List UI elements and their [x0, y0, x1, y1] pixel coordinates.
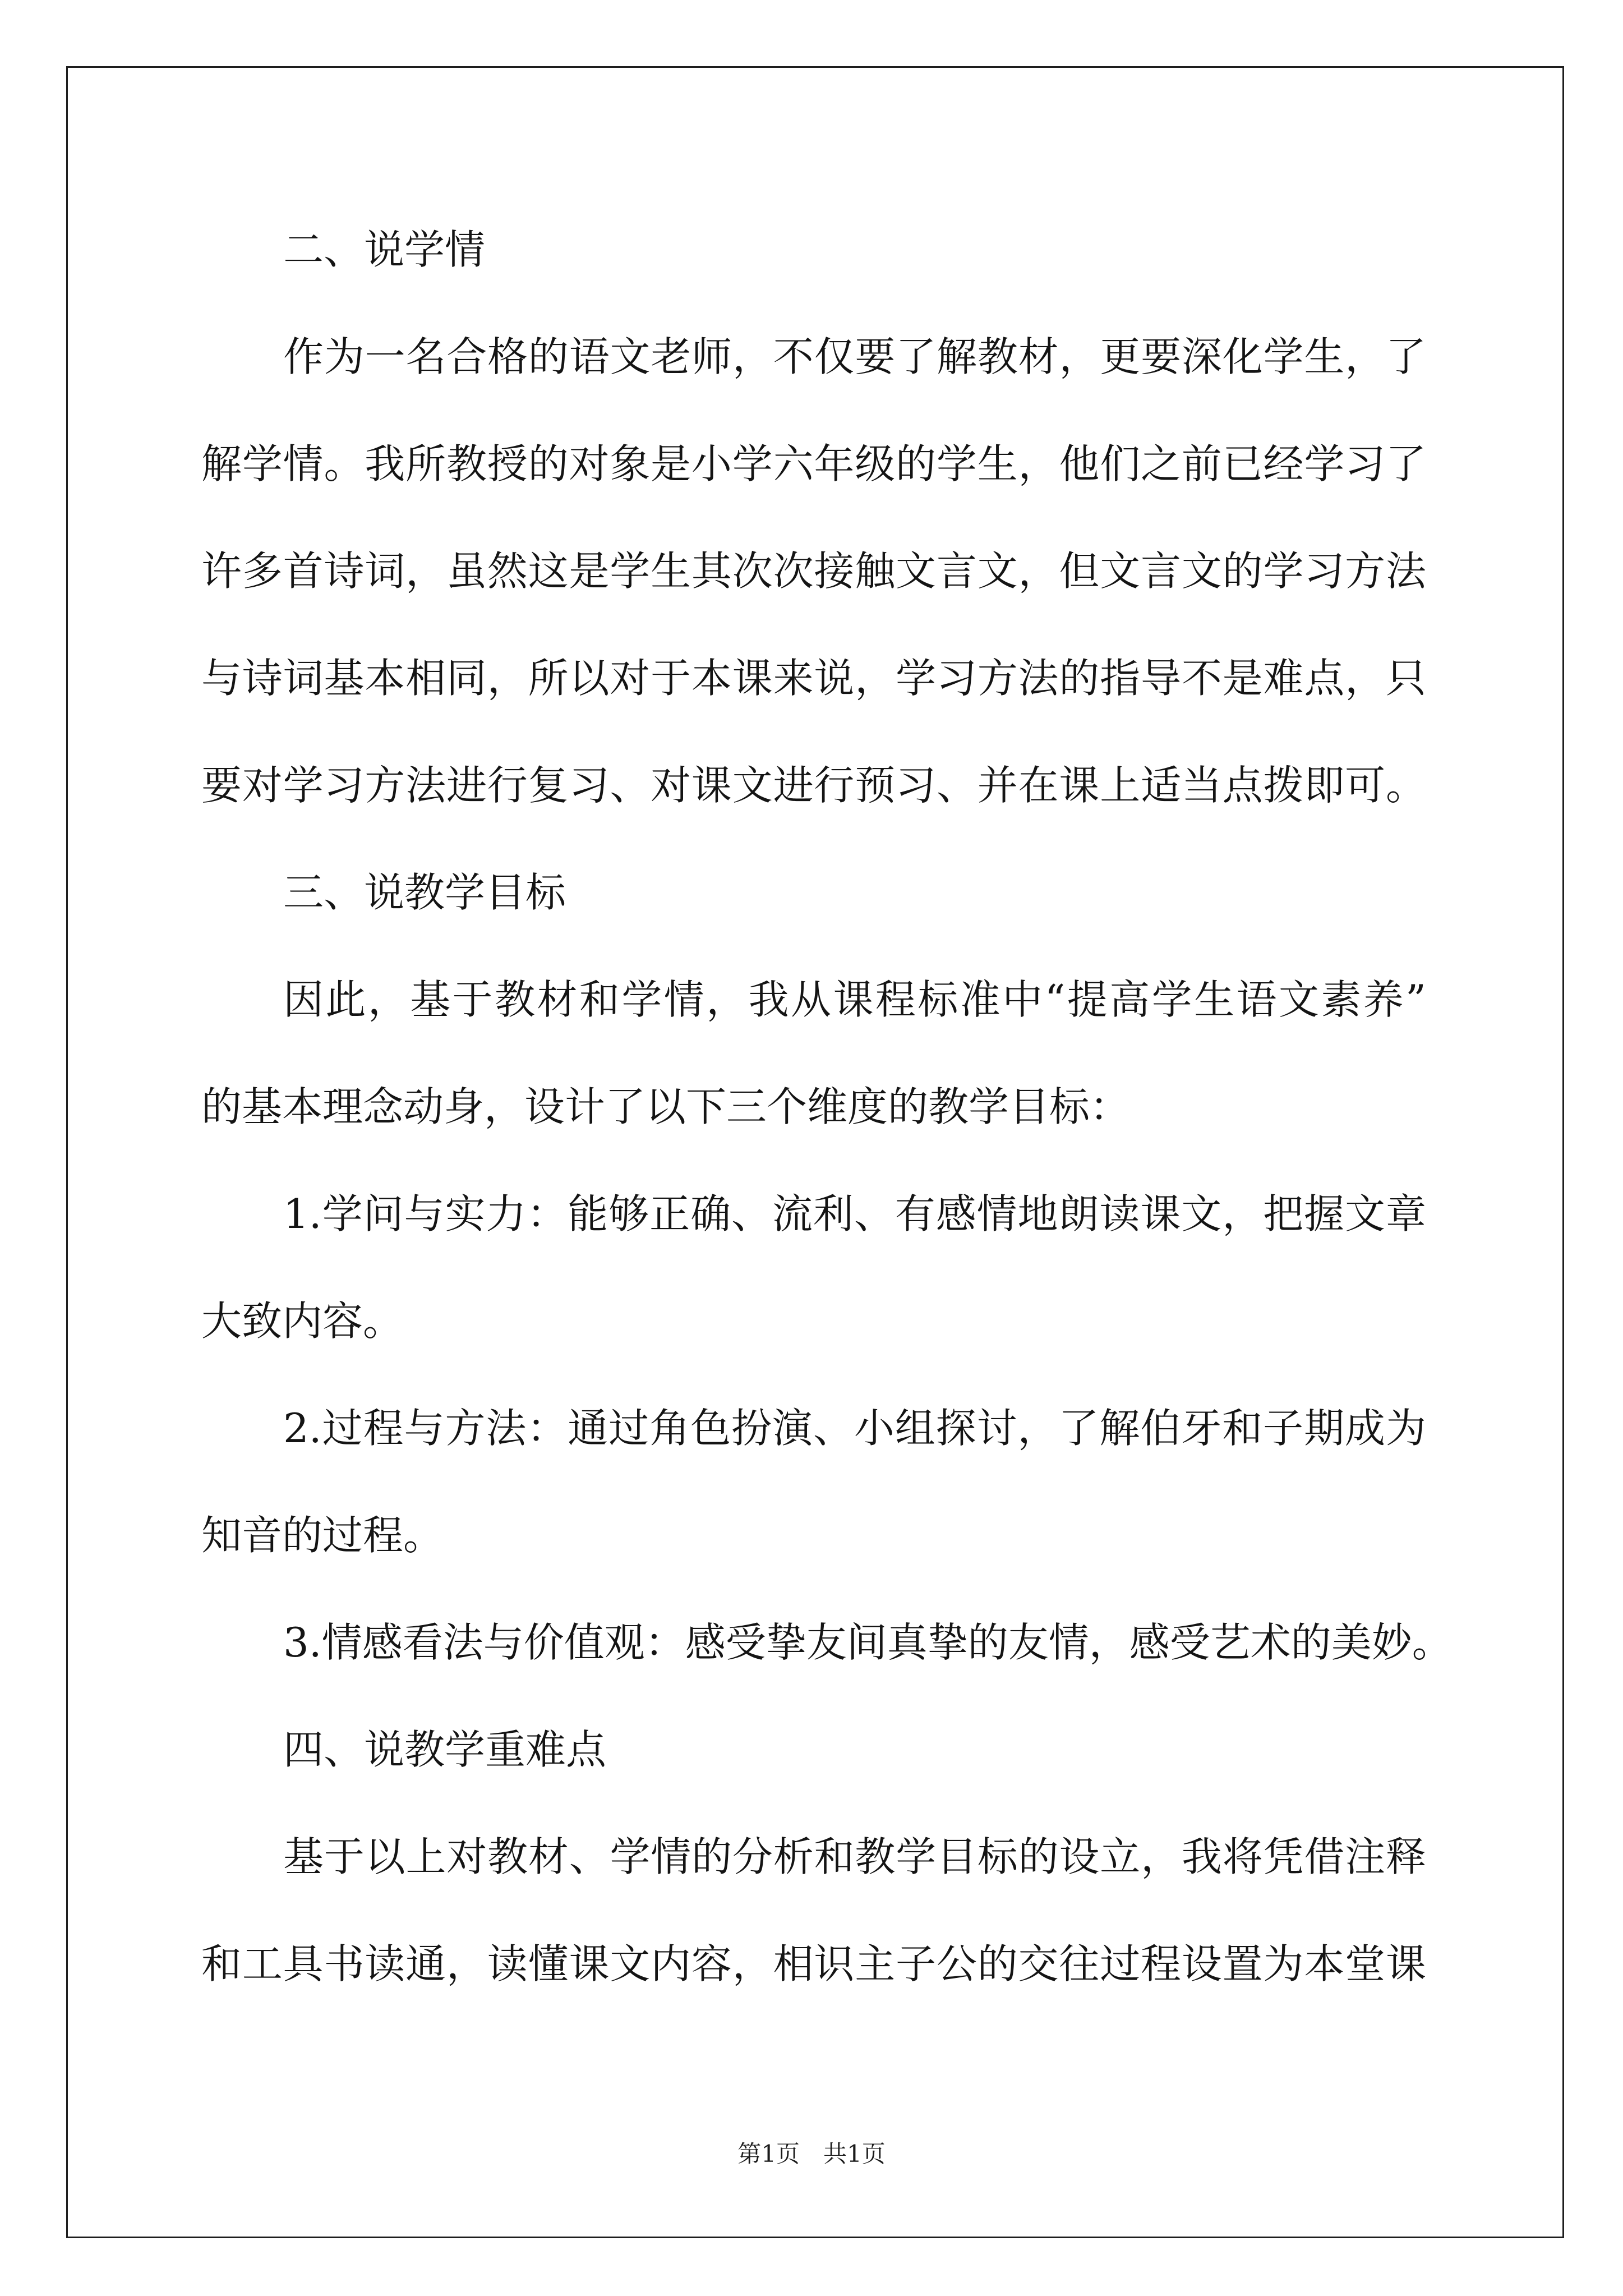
- heading-line: 二、说学情: [283, 226, 486, 273]
- text-line: 和工具书读通，读懂课文内容，相识主子公的交往过程设置为本堂课: [201, 1940, 1426, 1987]
- text-line: 许多首诗词，虽然这是学生其次次接触文言文，但文言文的学习方法: [201, 547, 1426, 595]
- paragraph: [201, 1161, 1426, 1375]
- page-number-footer: 第1页 共1页: [737, 2140, 886, 2168]
- paragraph: [201, 1375, 1426, 1589]
- text-line: 作为一名合格的语文老师，不仅要了解教材，更要深化学生，了: [283, 333, 1426, 380]
- paragraph: [201, 946, 1426, 1161]
- text-line: 与诗词基本相同，所以对于本课来说，学习方法的指导不是难点，只: [201, 655, 1426, 702]
- text-line: 要对学习方法进行复习、对课文进行预习、并在课上适当点拨即可。: [201, 762, 1426, 809]
- section-heading: [201, 839, 1426, 946]
- text-line: 1.学问与实力：能够正确、流利、有感情地朗读课文，把握文章: [283, 1190, 1426, 1237]
- text-line: 的基本理念动身，设计了以下三个维度的教学目标：: [201, 1083, 1131, 1130]
- document-body: [201, 196, 1453, 2018]
- text-line: 2.过程与方法：通过角色扮演、小组探讨，了解伯牙和子期成为: [283, 1405, 1426, 1452]
- section-heading: [201, 1696, 1426, 1803]
- paragraph: [201, 1803, 1426, 2018]
- text-line: 知音的过程。: [201, 1512, 444, 1559]
- heading-line: 三、说教学目标: [283, 869, 566, 916]
- heading-line: 四、说教学重难点: [283, 1726, 607, 1773]
- paragraph: [201, 303, 1426, 839]
- text-line: 基于以上对教材、学情的分析和教学目标的设立，我将凭借注释: [283, 1833, 1426, 1880]
- text-line: 3.情感看法与价值观：感受挚友间真挚的友情，感受艺术的美妙。: [283, 1619, 1453, 1666]
- text-line: 解学情。我所教授的对象是小学六年级的学生，他们之前已经学习了: [201, 440, 1426, 487]
- text-line: 大致内容。: [201, 1297, 404, 1345]
- section-heading: [201, 196, 1426, 303]
- text-line: 因此，基于教材和学情，我从课程标准中“提高学生语文素养”: [283, 976, 1426, 1023]
- paragraph: [201, 1589, 1453, 1696]
